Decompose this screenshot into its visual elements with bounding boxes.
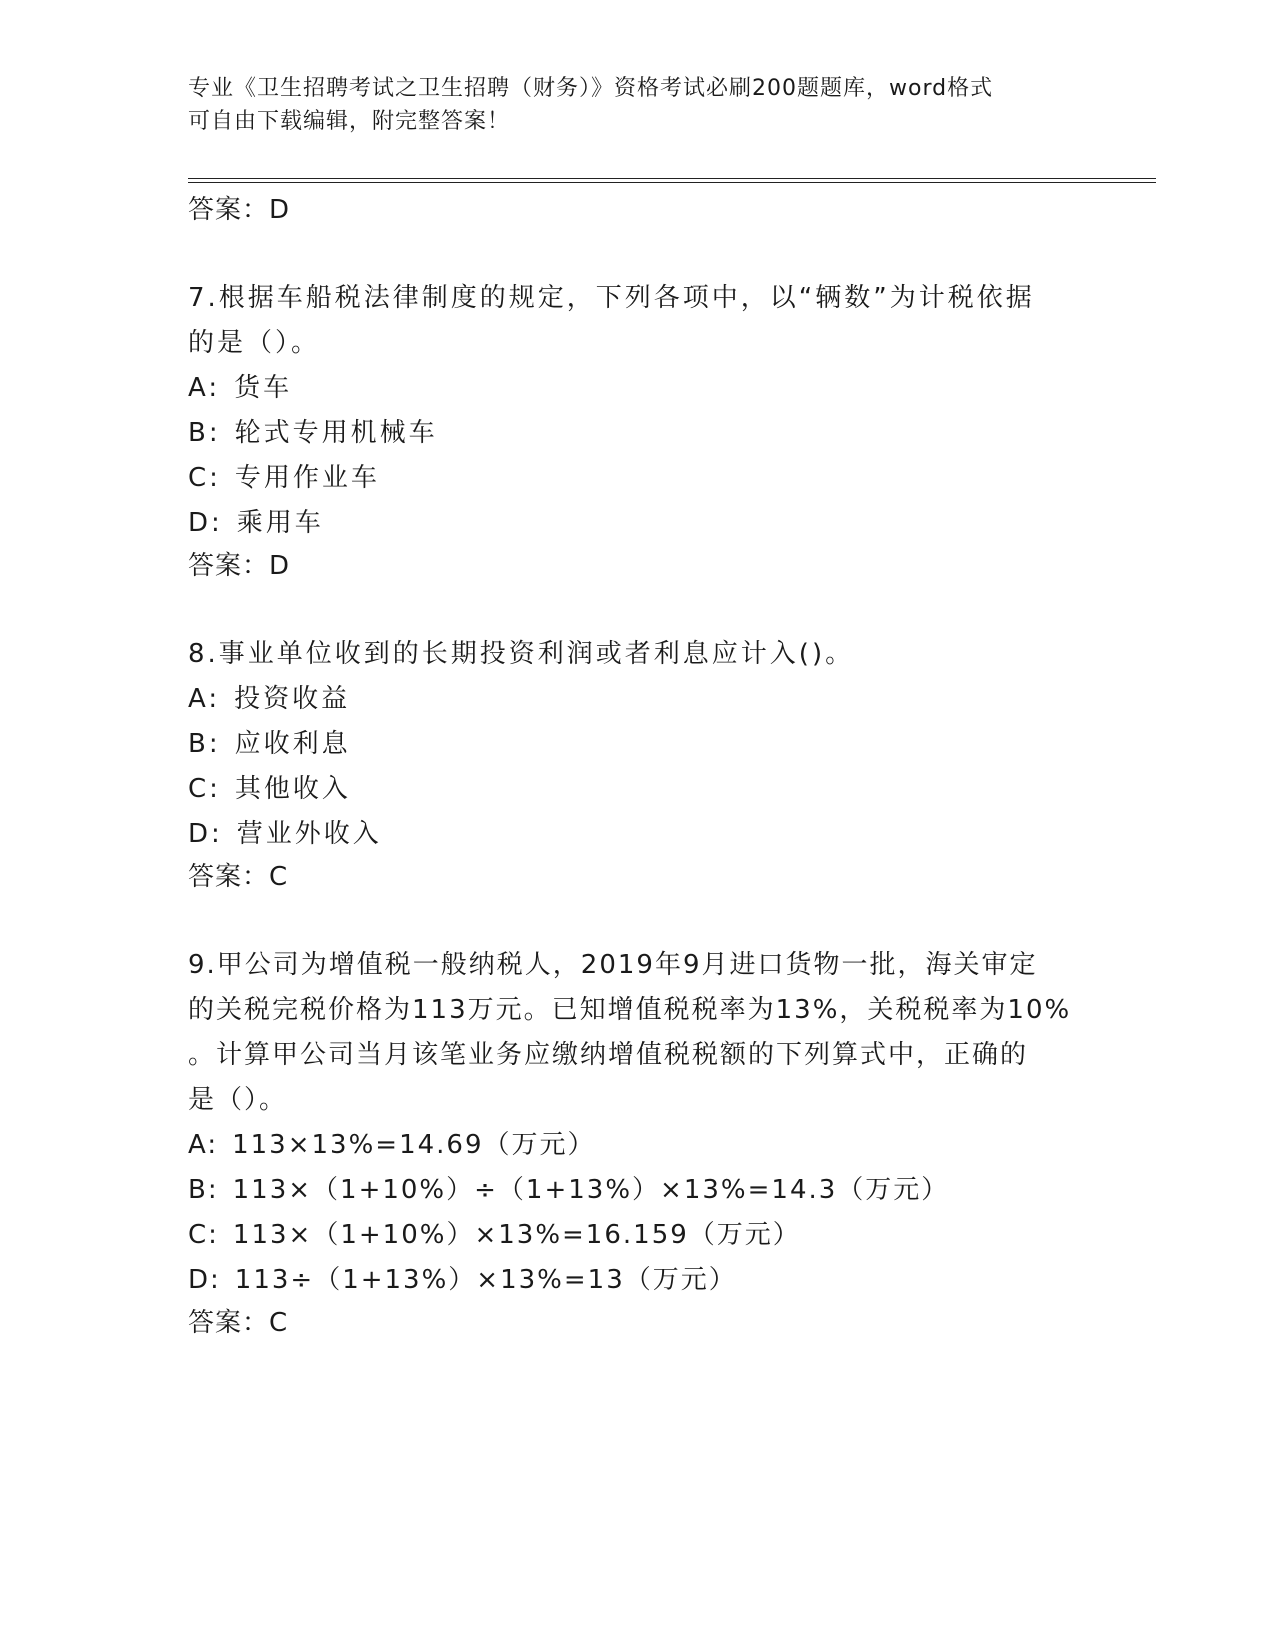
question-7-stem-line-1: 7.根据车船税法律制度的规定，下列各项中，以“辆数”为计税依据 xyxy=(188,283,1035,313)
question-9-stem-line-1: 9.甲公司为增值税一般纳税人，2019年9月进口货物一批，海关审定 xyxy=(188,950,1038,980)
option-key: A: xyxy=(188,1130,219,1160)
question-9 xyxy=(188,943,1088,1343)
option-key: C: xyxy=(188,1220,219,1250)
question-8-option-a xyxy=(188,677,1088,722)
question-8-option-c xyxy=(188,767,1088,812)
question-9-option-c xyxy=(188,1213,1088,1258)
question-7 xyxy=(188,276,1088,586)
header-line-1: 专业《卫生招聘考试之卫生招聘（财务）》资格考试必刷200题题库，word格式 xyxy=(188,76,994,101)
question-9-stem-line-2: 的关税完税价格为113万元。已知增值税税率为13%，关税税率为10% xyxy=(188,995,1072,1025)
question-7-option-a xyxy=(188,366,1088,411)
question-9-stem-line-4: 是（）。 xyxy=(188,1085,288,1115)
question-7-stem-line-2: 的是（）。 xyxy=(188,328,321,358)
option-key: B: xyxy=(188,729,221,759)
header-rule-bottom xyxy=(188,182,1156,183)
option-key: A: xyxy=(188,373,221,403)
previous-answer: 答案：D xyxy=(188,195,291,225)
option-key: D: xyxy=(188,508,223,538)
option-key: C: xyxy=(188,463,221,493)
spacer xyxy=(188,586,1088,632)
question-8 xyxy=(188,632,1088,897)
question-8-option-d xyxy=(188,812,1088,857)
option-text: 乘用车 xyxy=(236,508,324,538)
option-text: 113×13%=14.69（万元） xyxy=(232,1130,596,1160)
option-key: A: xyxy=(188,684,221,714)
option-key: B: xyxy=(188,1175,219,1205)
question-8-stem-line-1: 8.事业单位收到的长期投资利润或者利息应计入()。 xyxy=(188,639,855,669)
header-rule-top xyxy=(188,178,1156,179)
question-9-stem xyxy=(188,943,1088,1123)
question-7-option-c xyxy=(188,456,1088,501)
option-text: 113×（1+10%）×13%=16.159（万元） xyxy=(232,1220,801,1250)
question-9-option-b xyxy=(188,1168,1088,1213)
question-8-option-b xyxy=(188,722,1088,767)
question-list xyxy=(188,190,1088,1343)
question-7-option-b xyxy=(188,411,1088,456)
option-key: D: xyxy=(188,819,223,849)
question-7-option-d xyxy=(188,501,1088,546)
spacer xyxy=(188,897,1088,943)
option-text: 113×（1+10%）÷（1+13%）×13%=14.3（万元） xyxy=(232,1175,950,1205)
option-text: 投资收益 xyxy=(234,684,351,714)
option-text: 专用作业车 xyxy=(234,463,380,493)
question-8-answer: 答案：C xyxy=(188,862,289,892)
option-text: 营业外收入 xyxy=(236,819,382,849)
document-header xyxy=(188,72,1068,138)
spacer xyxy=(188,230,1088,276)
question-9-option-d xyxy=(188,1258,1088,1303)
option-text: 轮式专用机械车 xyxy=(234,418,438,448)
option-key: D: xyxy=(188,1265,221,1295)
option-text: 应收利息 xyxy=(234,729,351,759)
option-text: 113÷（1+13%）×13%=13（万元） xyxy=(234,1265,737,1295)
option-text: 其他收入 xyxy=(234,774,351,804)
question-9-stem-line-3: 。计算甲公司当月该笔业务应缴纳增值税税额的下列算式中，正确的 xyxy=(188,1040,1029,1070)
header-line-2: 可自由下载编辑，附完整答案！ xyxy=(188,109,511,134)
option-key: C: xyxy=(188,774,221,804)
question-9-answer: 答案：C xyxy=(188,1308,289,1338)
option-text: 货车 xyxy=(234,373,293,403)
option-key: B: xyxy=(188,418,221,448)
question-7-answer: 答案：D xyxy=(188,551,291,581)
question-9-option-a xyxy=(188,1123,1088,1168)
question-8-stem xyxy=(188,632,1088,677)
question-7-stem xyxy=(188,276,1088,366)
